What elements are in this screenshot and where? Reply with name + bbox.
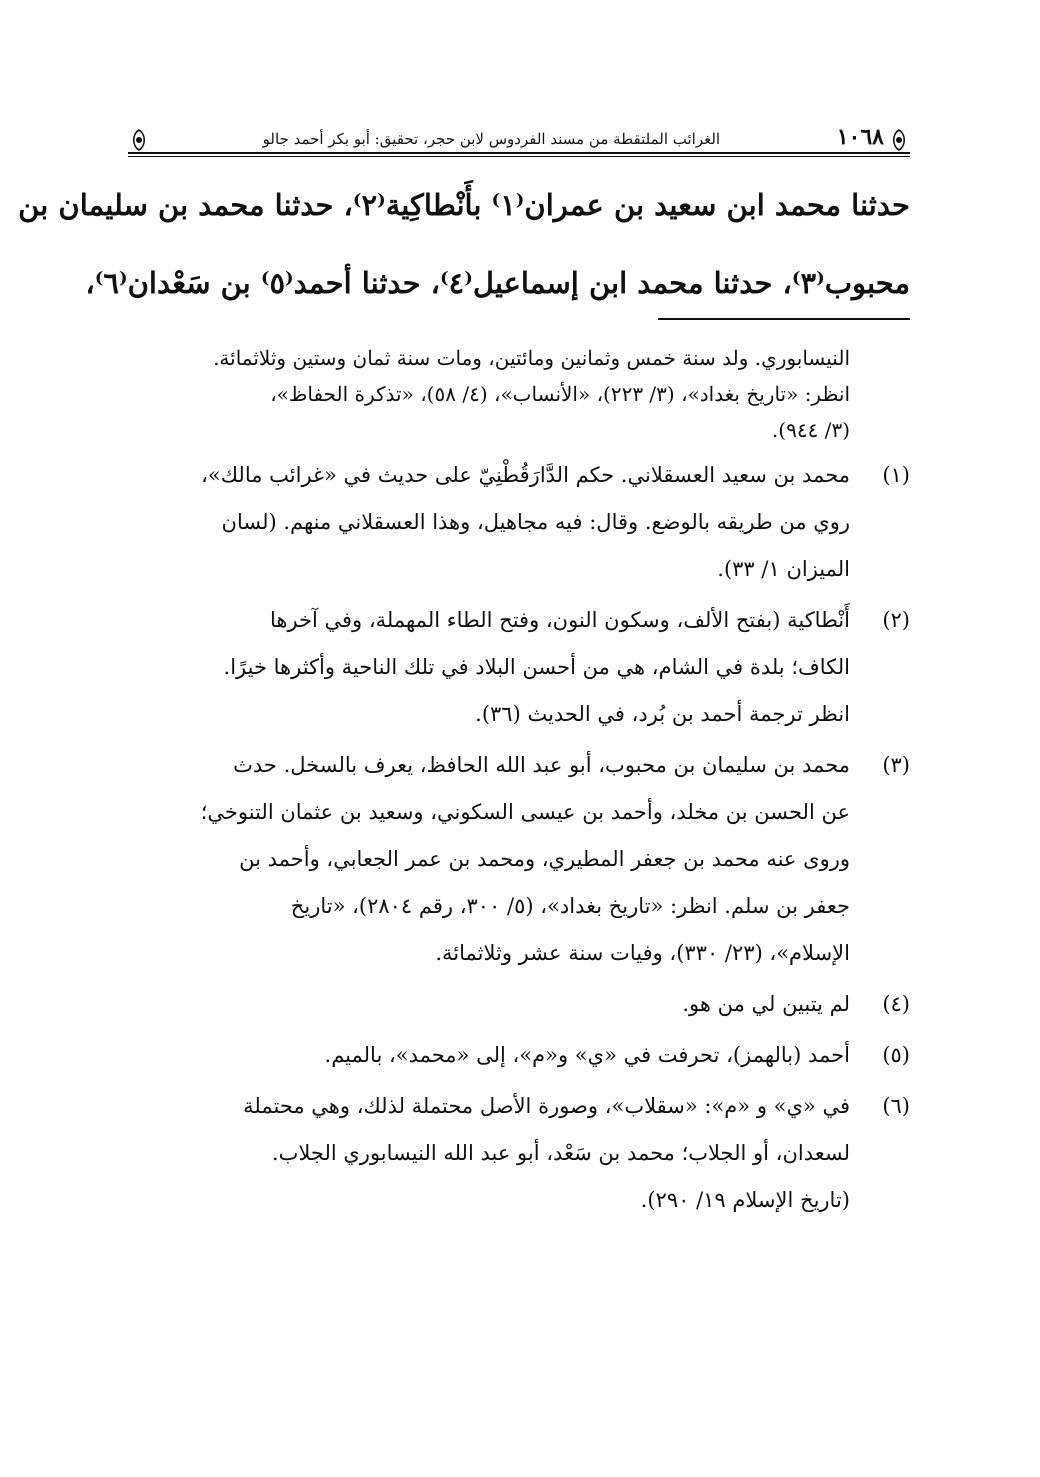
main-text xyxy=(18,166,910,322)
ornament-left-icon xyxy=(128,128,150,152)
footnote-text xyxy=(128,742,850,977)
running-header xyxy=(128,118,910,152)
footnote-line: لسعدان، أو الجلاب؛ محمد بن سَعْد، أبو عبد الله النيسابوري الجلاب. xyxy=(271,1141,850,1165)
ornament-right-icon xyxy=(888,128,910,152)
footnote-number: (٥) xyxy=(882,1043,910,1067)
footnote-line: أَنْطاكية (بفتح الألف، وسكون النون، وفتح الطاء المهملة، وفي آخرها xyxy=(269,608,850,632)
footnote-line: وروى عنه محمد بن جعفر المطيري، ومحمد بن عمر الجعابي، وأحمد بن xyxy=(239,847,850,871)
footnote-5 xyxy=(128,1032,910,1079)
footnote-text xyxy=(128,1032,850,1079)
footnote-number: (٤) xyxy=(882,992,910,1016)
footnote-line: أحمد (بالهمز)، تحرفت في «ي» و«م»، إلى «محمد»، بالميم. xyxy=(324,1043,850,1067)
main-line: محبوب⁽٣⁾، حدثنا محمد ابن إسماعيل⁽٤⁾، حدثنا أحمد⁽٥⁾ بن سَعْدان⁽٦⁾، xyxy=(85,266,910,300)
footnote-line: في «ي» و «م»: «سقلاب»، وصورة الأصل محتملة لذلك، وهي محتملة xyxy=(243,1094,850,1118)
footnote-line: جعفر بن سلم. انظر: «تاريخ بغداد»، (٥/ ٣٠٠، رقم ٢٨٠٤)، «تاريخ xyxy=(290,894,850,918)
footnote-text xyxy=(128,981,850,1028)
footnote-line: الكاف؛ بلدة في الشام، هي من أحسن البلاد في تلك الناحية وأكثرها خيرًا. xyxy=(223,655,850,679)
footnote-2 xyxy=(128,597,910,738)
footnote-line: (٣/ ٩٤٤). xyxy=(771,418,850,442)
footnote-line: الميزان ١/ ٣٣). xyxy=(717,557,850,581)
main-line: حدثنا محمد ابن سعيد بن عمران⁽١⁾ بأَنْطاكِية⁽٢⁾، حدثنا محمد بن سليمان بن xyxy=(18,188,910,222)
footnote-line: الإسلام»، (٢٣/ ٣٣٠)، وفيات سنة عشر وثلاثمائة. xyxy=(435,941,850,965)
footnote-number: (٦) xyxy=(882,1094,910,1118)
footnote-number: (٢) xyxy=(882,608,910,632)
footnote-line: (تاريخ الإسلام ١٩/ ٢٩٠). xyxy=(640,1188,850,1212)
footnote-3 xyxy=(128,742,910,977)
footnote-line: عن الحسن بن مخلد، وأحمد بن عيسى السكوني، وسعيد بن عثمان التنوخي؛ xyxy=(200,800,850,824)
footnote-6 xyxy=(128,1083,910,1224)
page-number: ١٠٦٨ xyxy=(836,124,884,150)
footnote-continuation xyxy=(128,340,850,448)
footnote-line: انظر: «تاريخ بغداد»، (٣/ ٢٢٣)، «الأنساب»، (٤/ ٥٨)، «تذكرة الحفاظ»، xyxy=(270,382,850,406)
footnote-line: روي من طريقه بالوضع. وقال: فيه مجاهيل، وهذا العسقلاني منهم. (لسان xyxy=(221,510,850,534)
footnote-4 xyxy=(128,981,910,1028)
footnote-1 xyxy=(128,452,910,593)
footnote-text xyxy=(128,1083,850,1224)
header-rule-thin xyxy=(128,156,910,157)
footnote-number: (٣) xyxy=(882,753,910,777)
header-rule xyxy=(128,152,910,154)
footnotes xyxy=(128,340,910,1224)
footnote-line: محمد بن سليمان بن محبوب، أبو عبد الله الحافظ، يعرف بالسخل. حدث xyxy=(233,753,850,777)
footnote-line: النيسابوري. ولد سنة خمس وثمانين ومائتين، ومات سنة ثمان وستين وثلاثمائة. xyxy=(213,346,850,370)
footnote-line: انظر ترجمة أحمد بن بُرد، في الحديث (٣٦). xyxy=(475,702,850,726)
footnote-line: محمد بن سعيد العسقلاني. حكم الدَّارَقُطْنِيّ على حديث في «غرائب مالك»، xyxy=(201,463,850,487)
footnote-number: (١) xyxy=(882,463,910,487)
running-title: الغرائب الملتقطة من مسند الفردوس لابن حجر، تحقيق: أبو بكر أحمد جالو xyxy=(262,130,721,148)
footnote-separator xyxy=(658,318,910,320)
footnote-text xyxy=(128,597,850,738)
footnote-line: لم يتبين لي من هو. xyxy=(682,992,850,1016)
footnote-text xyxy=(128,452,850,593)
